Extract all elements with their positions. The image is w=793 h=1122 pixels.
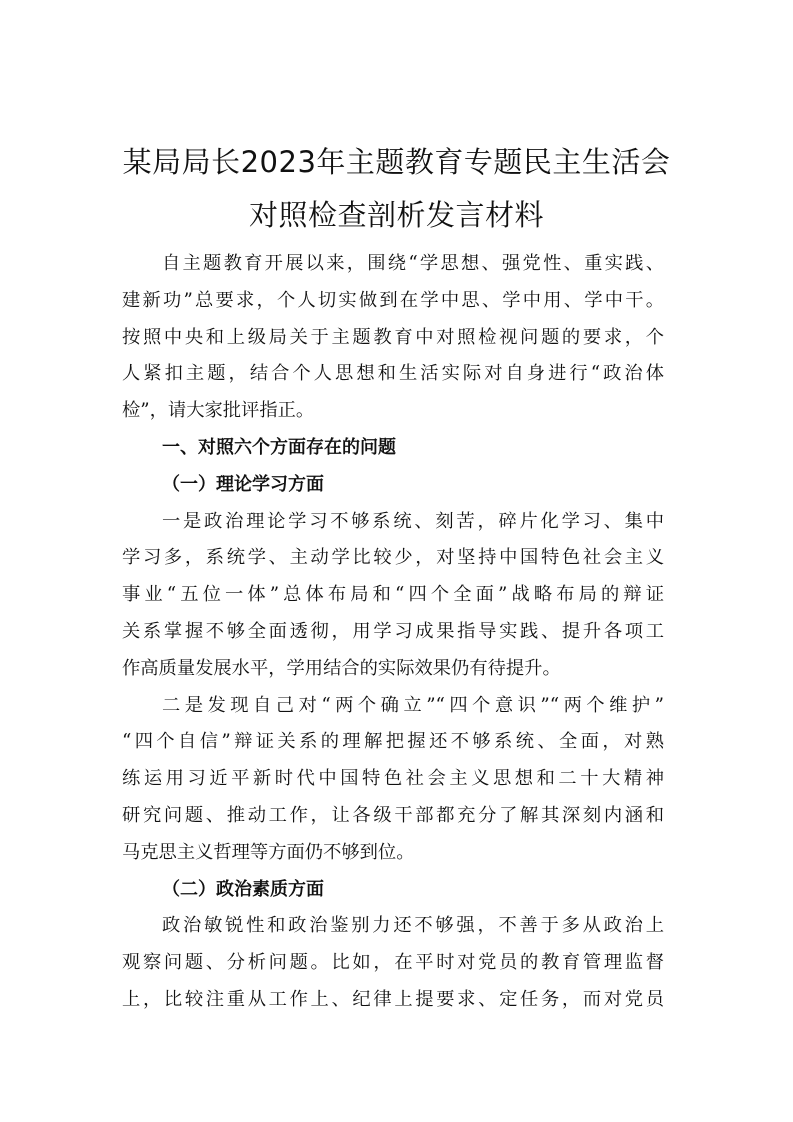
paragraph-line: 建新功”总要求，个人切实做到在学中思、学中用、学中干。 — [122, 289, 664, 311]
paragraph-line: 练运用习近平新时代中国特色社会主义思想和二十大精神 — [122, 768, 664, 790]
subsection-heading-1: （一）理论学习方面 — [162, 473, 324, 495]
paragraph-line: 作高质量发展水平，学用结合的实际效果仍有待提升。 — [122, 657, 561, 679]
subsection-2-paragraph-1 — [122, 908, 664, 1018]
paragraph-line: 一是政治理论学习不够系统、刻苦，碎片化学习、集中 — [162, 510, 664, 532]
paragraph-line: 二是发现自己对“两个确立”“四个意识”“两个维护” — [162, 694, 664, 716]
document-title-line-2: 对照检查剖析发言材料 — [248, 198, 544, 232]
paragraph-line: 学习多，系统学、主动学比较少，对坚持中国特色社会主义 — [122, 547, 664, 569]
subsection-heading-2: （二）政治素质方面 — [162, 878, 324, 900]
paragraph-line: 马克思主义哲理等方面仍不够到位。 — [122, 841, 415, 863]
paragraph-line: “四个自信”辩证关系的理解把握还不够系统、全面，对熟 — [122, 731, 664, 753]
paragraph-line: 自主题教育开展以来，围绕“学思想、强党性、重实践、 — [162, 253, 664, 274]
document-title-line-1: 某局局长2023年主题教育专题民主生活会 — [122, 145, 671, 179]
paragraph-line: 检”，请大家批评指正。 — [122, 400, 315, 422]
paragraph-line: 关系掌握不够全面透彻，用学习成果指导实践、提升各项工 — [122, 620, 664, 642]
paragraph-line: 人紧扣主题，结合个人思想和生活实际对自身进行“政治体 — [122, 363, 664, 385]
paragraph-line: 事业“五位一体”总体布局和“四个全面”战略布局的辩证 — [122, 584, 664, 606]
subsection-1-paragraph-2 — [122, 688, 664, 872]
paragraph-line: 研究问题、推动工作，让各级干部都充分了解其深刻内涵和 — [122, 804, 664, 826]
intro-paragraph — [122, 246, 664, 430]
section-heading-1: 一、对照六个方面存在的问题 — [162, 436, 396, 458]
subsection-1-paragraph-1 — [122, 504, 664, 688]
paragraph-line: 按照中央和上级局关于主题教育中对照检视问题的要求，个 — [122, 326, 664, 348]
document-body — [122, 246, 664, 1019]
paragraph-line: 政治敏锐性和政治鉴别力还不够强，不善于多从政治上 — [162, 915, 664, 937]
paragraph-line: 上，比较注重从工作上、纪律上提要求、定任务，而对党员 — [122, 988, 664, 1010]
paragraph-line: 观察问题、分析问题。比如，在平时对党员的教育管理监督 — [122, 952, 664, 974]
